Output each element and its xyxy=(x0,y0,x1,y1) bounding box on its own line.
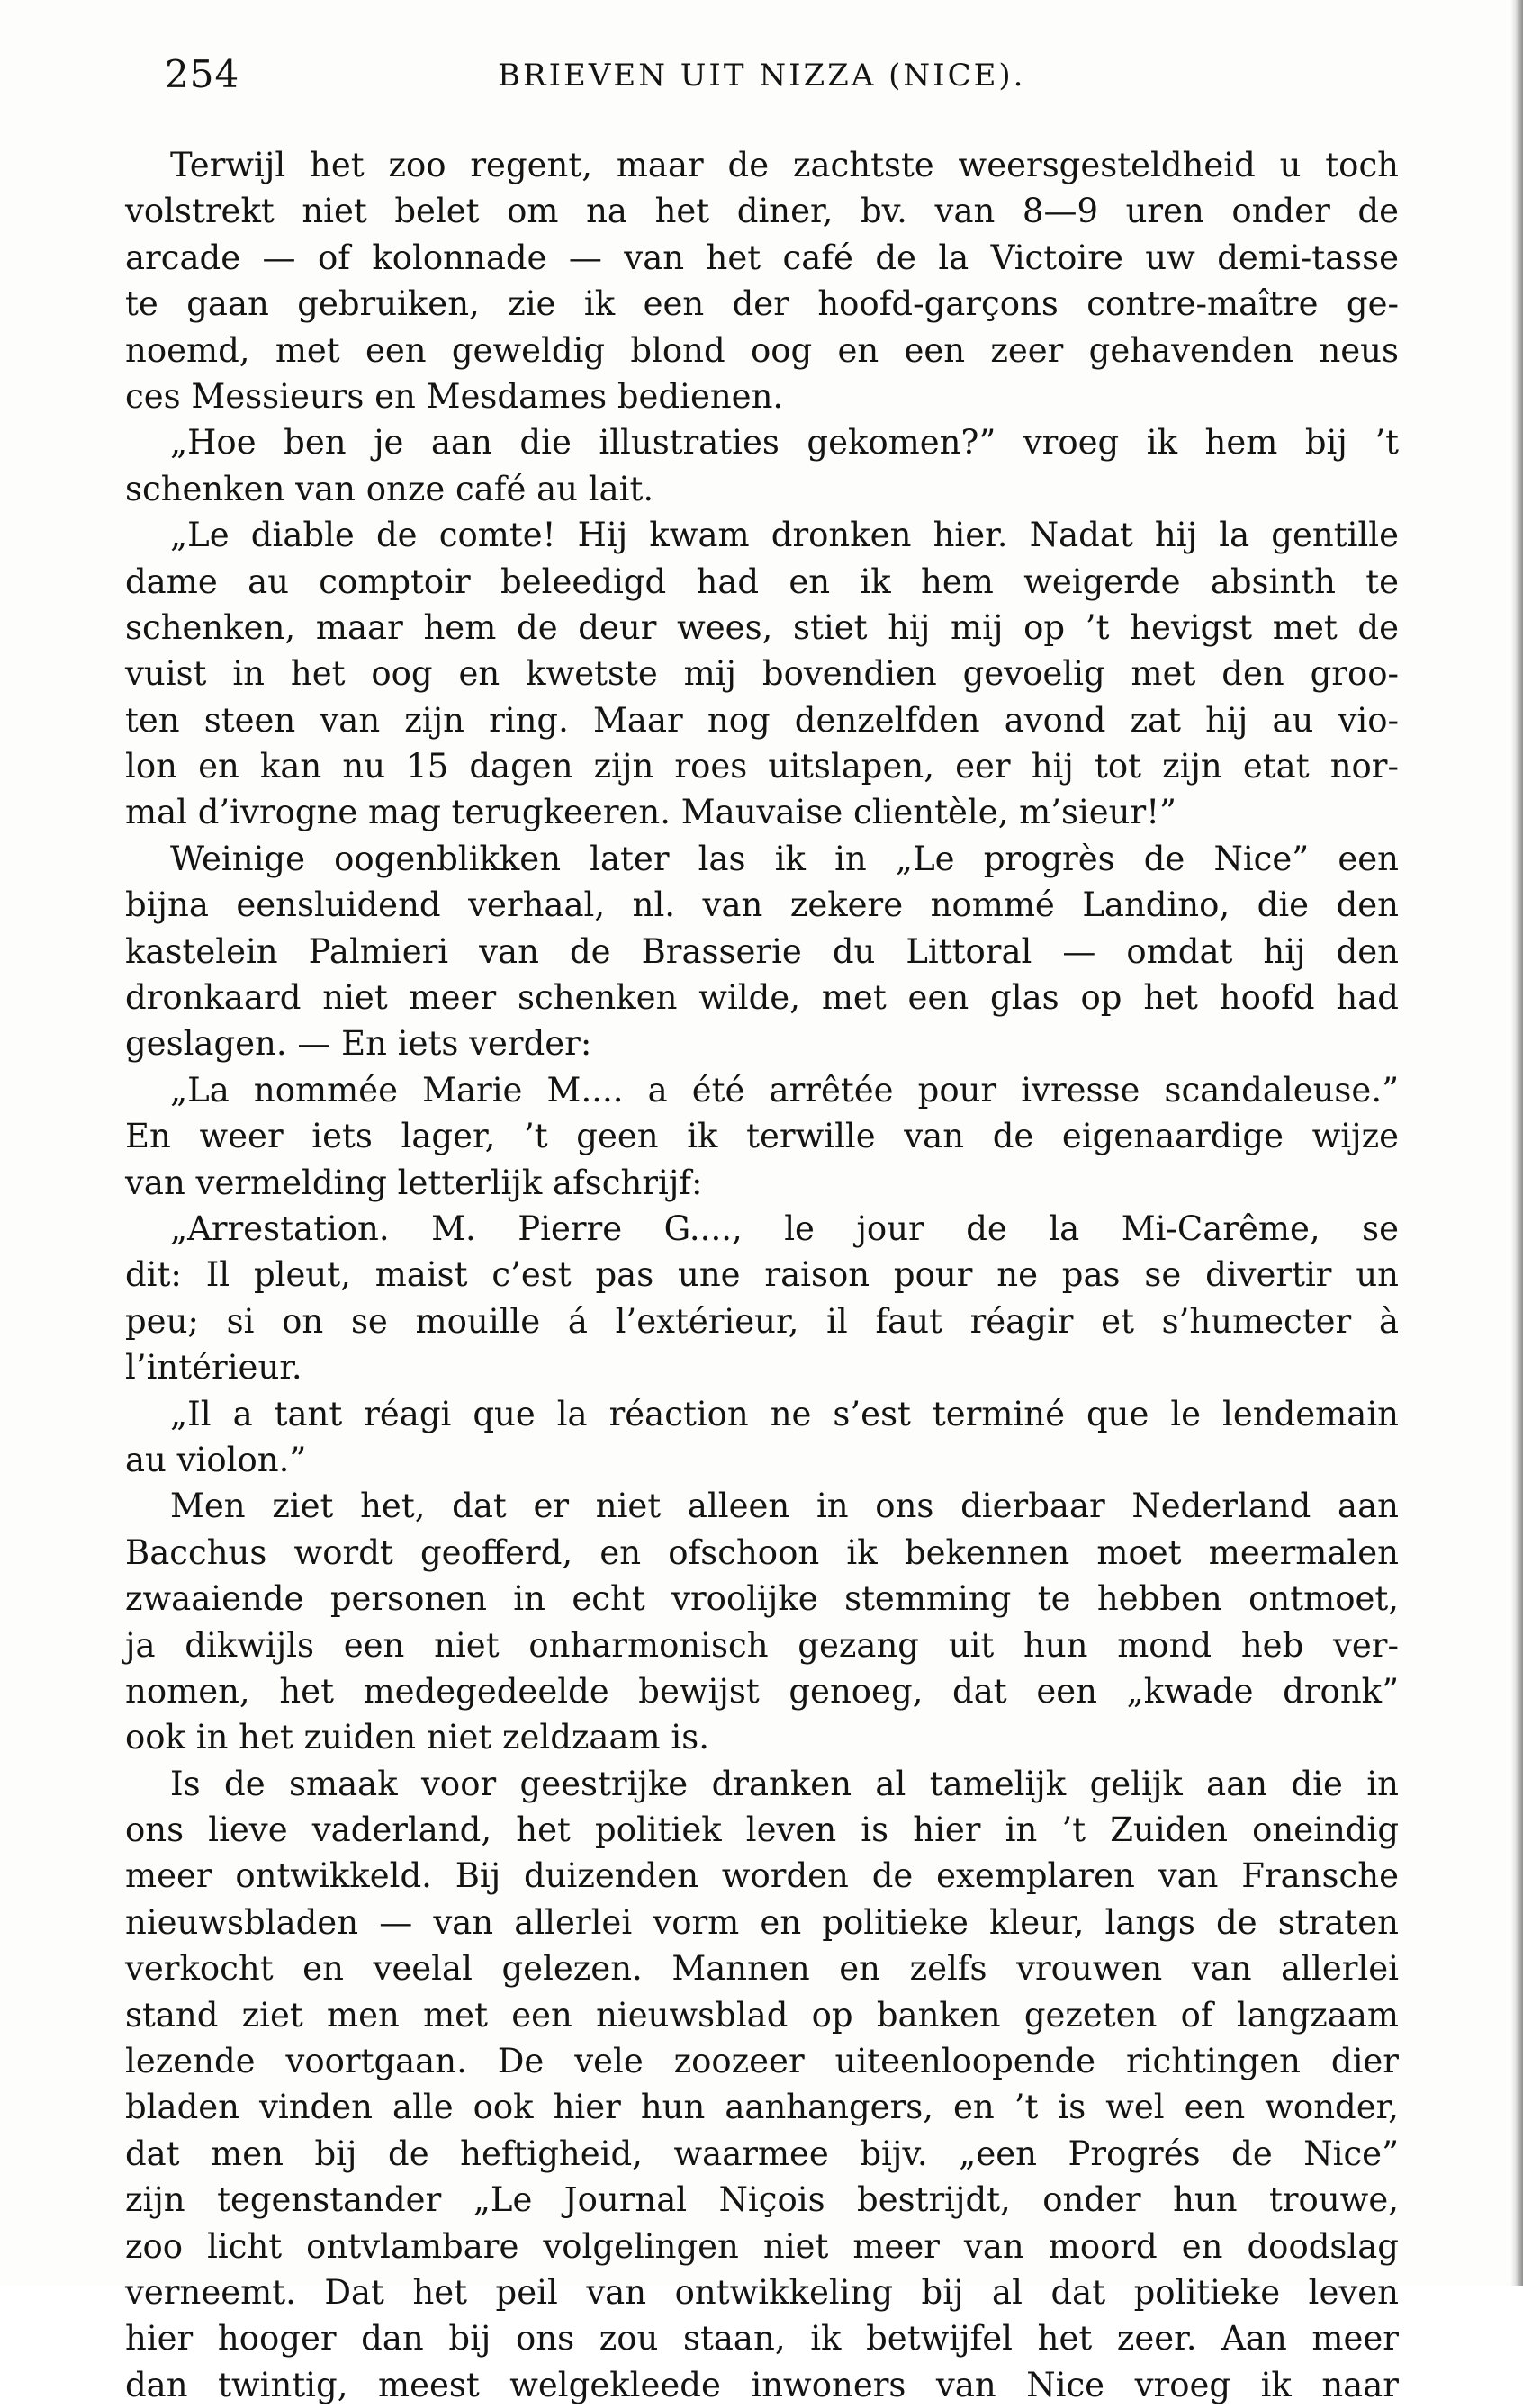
text-line: dat men bij de heftigheid, waarmee bijv. „een Progrés de Nice” xyxy=(125,2134,1399,2173)
text-line: lezende voortgaan. De vele zoozeer uiteenloopende richtingen dier xyxy=(125,2042,1399,2081)
text-line: Terwijl het zoo regent, maar de zachtste weersgesteldheid u toch xyxy=(170,146,1399,184)
text-line: nomen, het medegedeelde bewijst genoeg, dat een „kwade dronk” xyxy=(125,1671,1399,1711)
text-line: „Il a tant réagi que la réaction ne s’est terminé que le lendemain xyxy=(170,1394,1399,1433)
text-line: schenken, maar hem de deur wees, stiet hij mij op ’t hevigst met de xyxy=(125,607,1399,647)
text-line: te gaan gebruiken, zie ik een der hoofd-garçons contre-maître ge- xyxy=(125,284,1399,324)
text-line: ces Messieurs en Mesdames bedienen. xyxy=(125,376,784,416)
text-line: „Hoe ben je aan die illustraties gekomen?” vroeg ik hem bij ’t xyxy=(170,423,1399,463)
text-line: hier hooger dan bij ons zou staan, ik betwijfel het zeer. Aan meer xyxy=(125,2319,1399,2359)
text-line: Weinige oogenblikken later las ik in „Le progrès de Nice” een xyxy=(170,839,1399,878)
text-line: stand ziet men met een nieuwsblad op banken gezeten of langzaam xyxy=(125,1995,1399,2035)
text-line: noemd, met een geweldig blond oog en een zeer gehavenden neus xyxy=(125,330,1399,370)
running-head: BRIEVEN UIT NIZZA (NICE). xyxy=(498,58,1026,94)
text-line: meer ontwikkeld. Bij duizenden worden de exemplaren van Fransche xyxy=(125,1856,1399,1896)
text-line: „Arrestation. M. Pierre G...., le jour de la Mi-Carême, se xyxy=(170,1208,1399,1248)
text-line: ook in het zuiden niet zeldzaam is. xyxy=(125,1718,709,1757)
text-line: verkocht en veelal gelezen. Mannen en zelfs vrouwen van allerlei xyxy=(125,1949,1399,1989)
text-line: schenken van onze café au lait. xyxy=(125,469,654,508)
text-line: van vermelding letterlijk afschrijf: xyxy=(125,1163,703,1202)
text-line: Men ziet het, dat er niet alleen in ons dierbaar Nederland aan xyxy=(170,1487,1399,1526)
text-line: vuist in het oog en kwetste mij bovendien gevoelig met den groo- xyxy=(125,654,1399,694)
text-line: verneemt. Dat het peil van ontwikkeling bij al dat politieke leven xyxy=(125,2272,1399,2312)
text-line: „Le diable de comte! Hij kwam dronken hier. Nadat hij la gentille xyxy=(170,516,1399,555)
text-line: mal d’ivrogne mag terugkeeren. Mauvaise clientèle, m’sieur!” xyxy=(125,793,1176,832)
text-line: volstrekt niet belet om na het diner, bv. van 8—9 uren onder de xyxy=(125,192,1399,231)
text-line: peu; si on se mouille á l’extérieur, il faut réagir et s’humecter à xyxy=(125,1301,1399,1341)
text-line: ja dikwijls een niet onharmonisch gezang uit hun mond heb ver- xyxy=(125,1625,1399,1665)
text-line: dame au comptoir beleedigd had en ik hem weigerde absinth te xyxy=(125,562,1399,601)
page-number: 254 xyxy=(165,52,240,96)
text-line: ten steen van zijn ring. Maar nog denzelfden avond zat hij au vio- xyxy=(125,700,1399,740)
text-line: bijna eensluidend verhaal, nl. van zekere nommé Landino, die den xyxy=(125,885,1399,925)
text-line: zijn tegenstander „Le Journal Niçois bestrijdt, onder hun trouwe, xyxy=(125,2180,1399,2220)
text-line: arcade — of kolonnade — van het café de la Victoire uw demi-tasse xyxy=(125,238,1399,277)
body-text xyxy=(125,142,1399,2408)
text-line: Is de smaak voor geestrijke dranken al tamelijk gelijk aan die in xyxy=(170,1764,1399,1803)
text-line: dronkaard niet meer schenken wilde, met een glas op het hoofd had xyxy=(125,978,1399,1018)
text-line: Bacchus wordt geofferd, en ofschoon ik bekennen moet meermalen xyxy=(125,1532,1399,1572)
text-line: dan twintig, meest welgekleede inwoners van Nice vroeg ik naar xyxy=(125,2365,1399,2404)
text-line: lon en kan nu 15 dagen zijn roes uitslapen, eer hij tot zijn etat nor- xyxy=(125,747,1399,786)
text-line: „La nommée Marie M.... a été arrêtée pour ivresse scandaleuse.” xyxy=(170,1070,1399,1110)
text-line: En weer iets lager, ’t geen ik terwille van de eigenaardige wijze xyxy=(125,1117,1399,1156)
text-line: l’intérieur. xyxy=(125,1348,302,1388)
text-line: ons lieve vaderland, het politiek leven is hier in ’t Zuiden oneindig xyxy=(125,1810,1399,1850)
page-edge-shadow xyxy=(1510,0,1523,2286)
text-line: zoo licht ontvlambare volgelingen niet meer van moord en doodslag xyxy=(125,2226,1399,2266)
text-line: geslagen. — En iets verder: xyxy=(125,1024,592,1064)
text-line: nieuwsbladen — van allerlei vorm en politieke kleur, langs de straten xyxy=(125,1902,1399,1942)
page-header xyxy=(165,52,1398,106)
text-line: zwaaiende personen in echt vroolijke stemming te hebben ontmoet, xyxy=(125,1579,1399,1619)
text-line: kastelein Palmieri van de Brasserie du Littoral — omdat hij den xyxy=(125,931,1399,971)
text-line: dit: Il pleut, maist c’est pas une raison pour ne pas se divertir un xyxy=(125,1255,1399,1295)
text-line: bladen vinden alle ook hier hun aanhangers, en ’t is wel een wonder, xyxy=(125,2088,1399,2127)
text-line: au violon.” xyxy=(125,1440,307,1479)
